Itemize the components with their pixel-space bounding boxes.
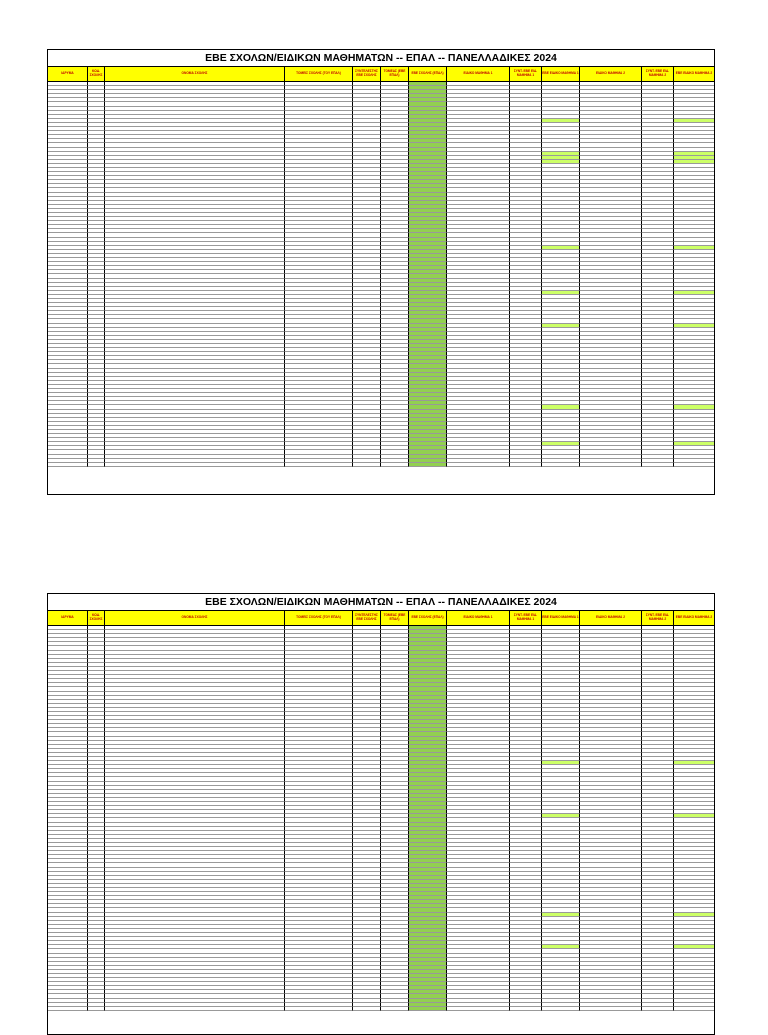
col-header-coef-2: ΣΥΝΤ. ΕΒΕ ΕΙΔ. ΜΑΘΗΜΑ 2 (642, 67, 674, 81)
col-header-ebe-coefficient: ΣΥΝΤΕΛΕΣΤΗΣ ΕΒΕ ΣΧΟΛΗΣ (353, 611, 381, 625)
col-header-coef-2: ΣΥΝΤ. ΕΒΕ ΕΙΔ. ΜΑΘΗΜΑ 2 (642, 611, 674, 625)
table-cell (542, 1007, 580, 1011)
col-header-ebe-special-2: ΕΒΕ ΕΙΔΙΚΟ ΜΑΘΗΜΑ 2 (675, 615, 713, 620)
table-cell (353, 1007, 381, 1011)
col-header-school-name: ΟΝΟΜΑ ΣΧΟΛΗΣ (105, 67, 285, 81)
table-cell (88, 463, 105, 467)
col-header-sector: ΤΟΜΕΑΣ (ΕΒΕ ΕΠΑΛ) (381, 67, 409, 81)
col-header-school-code: ΚΩΔ. ΣΧΟΛΗΣ (88, 67, 105, 81)
col-header-coef-1: ΣΥΝΤ. ΕΒΕ ΕΙΔ. ΜΑΘΗΜΑ 1 (510, 611, 542, 625)
col-header-institution: ΙΔΡΥΜΑ (48, 611, 88, 625)
table-cell (580, 1007, 642, 1011)
header-row (48, 611, 714, 626)
sheet-title: ΕΒΕ ΣΧΟΛΩΝ/ΕΙΔΙΚΩΝ ΜΑΘΗΜΑΤΩΝ -- ΕΠΑΛ -- ΠΑΝΕΛΛΑΔΙΚΕΣ 2024 (48, 50, 714, 67)
table-row (48, 463, 714, 467)
col-header-ebe-school: ΕΒΕ ΣΧΟΛΗΣ (ΕΠΑΛ) (409, 67, 447, 81)
col-header-sectors: ΤΟΜΕΙΣ ΣΧΟΛΗΣ (ΤΟΥ ΕΠΑΛ) (285, 611, 353, 625)
col-header-ebe-school: ΕΒΕ ΣΧΟΛΗΣ (ΕΠΑΛ) (409, 611, 447, 625)
table-cell (510, 1007, 542, 1011)
table-cell (105, 1007, 285, 1011)
table-cell (447, 463, 510, 467)
col-header-institution: ΙΔΡΥΜΑ (48, 67, 88, 81)
table-cell (542, 463, 580, 467)
col-header-special-2: ΕΙΔΙΚΟ ΜΑΘΗΜΑ 2 (580, 611, 642, 625)
table-cell (381, 463, 409, 467)
data-rows (48, 82, 714, 467)
header-row (48, 67, 714, 82)
table-cell (642, 463, 674, 467)
col-header-special-2: ΕΙΔΙΚΟ ΜΑΘΗΜΑ 2 (580, 67, 642, 81)
table-cell (580, 463, 642, 467)
col-header-ebe-coefficient: ΣΥΝΤΕΛΕΣΤΗΣ ΕΒΕ ΣΧΟΛΗΣ (353, 67, 381, 81)
table-cell (409, 1007, 447, 1011)
col-header-sectors: ΤΟΜΕΙΣ ΣΧΟΛΗΣ (ΤΟΥ ΕΠΑΛ) (285, 67, 353, 81)
table-cell (381, 1007, 409, 1011)
spreadsheet-page-1 (47, 49, 715, 495)
table-cell (48, 463, 88, 467)
table-row (48, 1007, 714, 1011)
table-cell (105, 463, 285, 467)
col-header-sector: ΤΟΜΕΑΣ (ΕΒΕ ΕΠΑΛ) (381, 611, 409, 625)
col-header-special-1: ΕΙΔΙΚΟ ΜΑΘΗΜΑ 1 (447, 611, 510, 625)
col-header-coef-1: ΣΥΝΤ. ΕΒΕ ΕΙΔ. ΜΑΘΗΜΑ 1 (510, 67, 542, 81)
table-cell (285, 463, 353, 467)
table-cell (674, 1007, 714, 1011)
table-cell (285, 1007, 353, 1011)
table-cell (447, 1007, 510, 1011)
col-header-school-code: ΚΩΔ. ΣΧΟΛΗΣ (88, 611, 105, 625)
sheet-title: ΕΒΕ ΣΧΟΛΩΝ/ΕΙΔΙΚΩΝ ΜΑΘΗΜΑΤΩΝ -- ΕΠΑΛ -- ΠΑΝΕΛΛΑΔΙΚΕΣ 2024 (48, 594, 714, 611)
col-header-school-name: ΟΝΟΜΑ ΣΧΟΛΗΣ (105, 611, 285, 625)
data-rows (48, 626, 714, 1011)
col-header-ebe-special-1: ΕΒΕ ΕΙΔΙΚΟ ΜΑΘΗΜΑ 1 (542, 611, 580, 625)
spreadsheet-page-2 (47, 593, 715, 1035)
col-header-special-1: ΕΙΔΙΚΟ ΜΑΘΗΜΑ 1 (447, 67, 510, 81)
table-cell (510, 463, 542, 467)
col-header-ebe-special-2: ΕΒΕ ΕΙΔΙΚΟ ΜΑΘΗΜΑ 2 (675, 71, 713, 76)
table-cell (88, 1007, 105, 1011)
col-header-ebe-special-1: ΕΒΕ ΕΙΔΙΚΟ ΜΑΘΗΜΑ 1 (542, 67, 580, 81)
table-cell (48, 1007, 88, 1011)
table-cell (674, 463, 714, 467)
table-cell (409, 463, 447, 467)
table-cell (642, 1007, 674, 1011)
table-cell (353, 463, 381, 467)
